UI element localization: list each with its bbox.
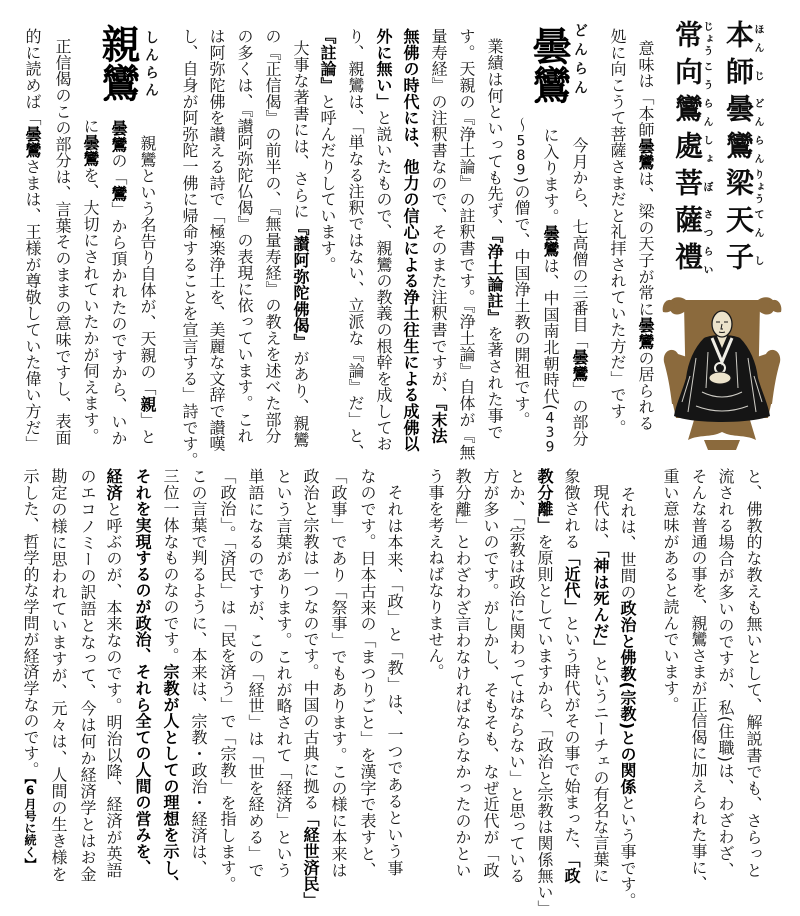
text-run: し、自身が阿弥陀一佛に帰命することを宣言する」詩です。 xyxy=(180,28,199,469)
text-run: 今月から、七高僧の三番目「 xyxy=(570,137,589,349)
verse-kanji: 子 xyxy=(722,242,755,279)
text-run: 教分離」とわざわざ言わなければならなかったのかとい xyxy=(453,468,472,878)
text-run: )の僧で、中国浄土教の開祖です。 xyxy=(512,176,531,428)
text-column xyxy=(591,484,610,884)
verse-furigana: てん xyxy=(752,205,763,242)
verse-kanji: 師 xyxy=(722,57,755,94)
text-column xyxy=(207,28,226,452)
verse-kanji: 薩 xyxy=(671,205,704,242)
text-run: 三位一体なものなのです。 xyxy=(161,468,180,664)
verse-kanji: 菩 xyxy=(671,168,704,205)
emphasis-run: 経済 xyxy=(104,468,123,501)
text-run: とか、「宗教は政治に関わってはならない」と思っている xyxy=(507,468,526,884)
text-column xyxy=(401,28,420,452)
emphasis-run: 曇鸞 xyxy=(23,125,42,159)
monk-on-chair-icon xyxy=(662,292,784,454)
verse-char xyxy=(722,94,763,131)
verse-furigana: し xyxy=(752,242,763,279)
text-run: という言葉があります。これが略されて「経済」という xyxy=(274,468,293,878)
emphasis-run: 曇鸞 xyxy=(541,224,560,258)
text-column xyxy=(263,28,282,444)
text-run: の居られる xyxy=(636,349,655,432)
text-column xyxy=(330,468,346,878)
text-run: を、大切にされていたかが伺えます。 xyxy=(81,166,100,445)
emphasis-run: 政治と佛教(宗教)との関係 xyxy=(618,600,637,795)
text-run: に xyxy=(81,118,100,135)
text-run: 」から頂かれたのですから、いか xyxy=(109,201,128,447)
text-run: り、親鸞は、「単なる注釈ではない、立派な『論』だ」と、 xyxy=(346,28,365,461)
text-column xyxy=(218,468,237,893)
verse-char xyxy=(671,168,712,205)
text-column xyxy=(513,117,529,428)
text-column xyxy=(689,468,708,892)
continued-next-issue-note: 【6月号に続く】 xyxy=(23,777,37,870)
verse-line-1 xyxy=(723,20,763,279)
text-column xyxy=(541,127,560,455)
text-run: 方が多いのです。がしかし、そもそも、なぜ近代が「政 xyxy=(481,468,500,878)
emphasis-run: 親 xyxy=(138,395,157,413)
text-run: 流される場合が多いのですが、私(住職)は、わざわざ、 xyxy=(716,468,735,878)
emphasis-run: 「政 xyxy=(562,859,581,884)
text-run: 」の部分 xyxy=(570,381,589,447)
text-run: と、佛教的な教えも無いとして、解説書でも、さらっと xyxy=(744,468,763,878)
verse-furigana: らん xyxy=(752,131,763,168)
emphasis-run: 『浄土論註』 xyxy=(485,234,504,326)
heading-reading: しんらん xyxy=(143,30,159,100)
text-run: があり、親鸞 xyxy=(291,349,310,448)
monk-portrait-illustration xyxy=(662,292,784,454)
text-run: この言葉で判るように、本来は、宗教・政治・経済は、 xyxy=(189,468,208,876)
text-run: のエコノミーの訳語となって、今は何か経済学とはお金 xyxy=(78,468,97,882)
verse-char xyxy=(671,205,712,242)
hands-shape xyxy=(709,372,731,384)
text-column xyxy=(53,38,72,446)
text-run: の『正信偈』の前半の、『無量寿経』の教えを述べた部分 xyxy=(263,28,282,444)
text-run: す。天親の『浄土論』の註釈書です。『浄土論』自体が『無 xyxy=(457,28,476,461)
text-run: を著された事で xyxy=(485,325,504,440)
text-column xyxy=(374,28,393,452)
text-column xyxy=(386,484,402,876)
text-run: 」と xyxy=(138,412,157,445)
verse-kanji: 常 xyxy=(671,20,704,57)
text-run: 処に向こうて菩薩さまだと礼拝されていた方だ」です。 xyxy=(608,28,627,436)
verse-furigana: ぼ xyxy=(701,168,712,205)
text-run: と呼ぶのが、本来なのです。明治以降、経済が英語 xyxy=(104,500,123,878)
emphasis-run: 曇鸞 xyxy=(109,120,128,153)
text-run: 意味は「本師 xyxy=(636,40,655,138)
verse-kanji: 向 xyxy=(671,57,704,94)
text-column xyxy=(457,28,476,461)
text-column xyxy=(180,28,199,469)
text-column xyxy=(608,28,627,436)
text-run: なのです。日本古来の「まつりごと」を漢字で表すと、 xyxy=(358,468,377,878)
year-number: 439 xyxy=(542,410,558,455)
verse-kanji: 禮 xyxy=(671,242,704,279)
text-run: を原則としていますから、「政治と宗教は関係無い」 xyxy=(535,533,554,916)
text-run: という事です。 xyxy=(618,794,637,909)
text-column xyxy=(22,468,38,870)
text-run: 親鸞という名告り自体が、天親の「 xyxy=(138,135,157,396)
text-column xyxy=(105,468,121,878)
text-column xyxy=(138,135,157,445)
emphasis-run: 無佛の時代には、他力の信心による浄土往生による成佛以 xyxy=(401,28,420,452)
emphasis-run: 曇鸞 xyxy=(636,317,655,350)
verse-furigana: さつ xyxy=(701,205,712,242)
text-run: それは本来、「政」と「教」は、一つであるという事 xyxy=(385,484,404,876)
emphasis-run: 宗教が人としての理想を示し、 xyxy=(161,663,180,892)
text-column xyxy=(291,40,310,448)
verse-furigana: りょう xyxy=(752,168,763,205)
year-number: 589 xyxy=(513,133,529,177)
verse-furigana: どん xyxy=(752,94,763,131)
text-run: う事を考えねばなりません。 xyxy=(426,468,445,680)
text-run: の「 xyxy=(109,152,128,186)
emphasis-run: 「神は死んだ」 xyxy=(591,549,610,656)
text-run: の多くは、『讃阿弥陀仏偈』の表現に依っています。これ xyxy=(235,28,254,444)
text-column xyxy=(359,468,375,878)
verse-kanji: 梁 xyxy=(722,168,755,205)
verse-furigana: じ xyxy=(752,57,763,94)
text-column xyxy=(662,468,678,713)
text-run: 重い意味があると読んでいます。 xyxy=(661,468,680,713)
text-column xyxy=(79,468,95,882)
emphasis-run: 教分離」 xyxy=(535,468,554,534)
emphasis-run: それを実現するのが政治、それら全ての人間の営みを、 xyxy=(133,468,152,876)
text-run: 「政事」であり「祭事」でもあります。この様に本来は xyxy=(329,468,348,878)
text-column xyxy=(636,40,655,432)
verse-kanji: 鸞 xyxy=(722,131,755,168)
verse-char xyxy=(722,168,763,205)
verse-char xyxy=(722,205,763,242)
text-run: 的に読めば「 xyxy=(23,28,42,126)
text-column xyxy=(745,468,761,878)
verse-char xyxy=(671,131,712,168)
text-run: ～ xyxy=(512,117,531,134)
verse-furigana: らい xyxy=(701,242,712,279)
text-column xyxy=(717,468,733,878)
emphasis-run: 曇鸞 xyxy=(570,348,589,382)
text-run: と説いたもので、親鸞の教義の根幹を成してお xyxy=(374,109,393,452)
text-column xyxy=(427,468,443,680)
text-column xyxy=(482,468,498,878)
text-column xyxy=(319,28,335,273)
emphasis-run: 「経世済民」 xyxy=(301,810,320,909)
text-column xyxy=(133,468,152,876)
heading-reading: どんらん xyxy=(572,23,588,99)
verse-char xyxy=(722,242,763,279)
verse-char xyxy=(722,131,763,168)
verse-kanji: 曇 xyxy=(722,94,755,131)
section-heading: 親鸞 xyxy=(95,24,140,102)
verse-kanji: 本 xyxy=(722,20,755,57)
emphasis-run: 曇鸞 xyxy=(636,137,655,171)
verse-furigana: じょう xyxy=(701,20,712,57)
text-column xyxy=(23,28,42,452)
text-run: それは、世間の xyxy=(618,486,637,601)
text-column xyxy=(161,468,180,892)
text-run: 現代は、 xyxy=(591,484,610,550)
text-run: は阿弥陀佛を讃える詩で「極楽浄土を、美麗な文辞で讃嘆 xyxy=(207,28,226,452)
verse-char xyxy=(722,20,763,57)
text-run: 勘定の様に思われていますが、元々は、人間の生き様を xyxy=(49,468,68,882)
text-column xyxy=(454,468,470,878)
text-column xyxy=(562,468,581,884)
verse-kanji: 鸞 xyxy=(671,94,704,131)
emphasis-run: 『讃阿弥陀佛偈』 xyxy=(291,219,310,350)
emphasis-run: 「近代」 xyxy=(562,549,581,615)
text-run: 示した、哲学的な学問が経済学なのです。 xyxy=(21,468,40,778)
section-heading: 曇鸞 xyxy=(526,26,571,104)
verse-char xyxy=(722,57,763,94)
text-run: に入ります。 xyxy=(541,127,560,225)
verse-char xyxy=(671,242,712,279)
text-run: 政治と宗教は一つなのです。中国の古典に拠る xyxy=(301,468,320,811)
text-run: と呼んだりしています。 xyxy=(318,93,337,273)
verse-kanji: 天 xyxy=(722,205,755,242)
emphasis-run: 『註論』 xyxy=(318,28,337,94)
text-column xyxy=(247,468,263,878)
verse-char xyxy=(671,20,712,57)
text-column xyxy=(50,468,66,882)
text-column xyxy=(507,468,526,884)
verse-line-2 xyxy=(672,20,712,279)
text-column xyxy=(618,486,637,909)
emphasis-run: 鸞 xyxy=(109,185,128,202)
verse-furigana: しょ xyxy=(701,131,712,168)
emphasis-run: 外に無い」 xyxy=(374,28,393,110)
text-run: 「政治」。「済民」は「民を済う」で「宗教」を指します。 xyxy=(218,468,237,893)
text-column xyxy=(429,28,448,444)
verse-furigana: ほん xyxy=(752,20,763,57)
text-run: 単語になるのですが、この「経世」は「世を経める」で xyxy=(246,468,265,878)
verse-kanji: 處 xyxy=(671,131,704,168)
text-column xyxy=(235,28,254,444)
verse-furigana: こう xyxy=(701,57,712,94)
text-run: そんな普通の事を、親鸞さまが正信偈に加えられた事に、 xyxy=(689,468,708,892)
text-run: というニーチェの有名な言葉に xyxy=(591,655,610,884)
emphasis-run: 曇鸞 xyxy=(81,134,100,167)
text-run: 業績は何といっても先ず、 xyxy=(485,38,504,235)
text-run: 大事な著書には、さらに xyxy=(291,40,310,220)
text-column xyxy=(109,120,128,447)
text-column xyxy=(486,38,502,440)
verse-char xyxy=(671,57,712,94)
text-column xyxy=(190,468,206,876)
text-run: は、梁の天子が常に xyxy=(636,170,655,318)
text-run: 象徴される xyxy=(562,468,581,550)
text-run: 正信偈のこの部分は、言葉そのままの意味ですし、表面 xyxy=(53,38,72,446)
text-run: は、中国南北朝時代( xyxy=(541,257,560,411)
text-column xyxy=(275,468,291,878)
text-run: 量寿経』の注釈書なので、そのまた注釈書ですが、 xyxy=(429,28,448,403)
text-column xyxy=(81,118,100,445)
text-run: さまは、王様が尊敬していた偉い方だ」 xyxy=(23,158,42,452)
text-column xyxy=(570,137,589,447)
verse-char xyxy=(671,94,712,131)
emphasis-run: 『末法 xyxy=(429,402,448,444)
text-column xyxy=(535,468,554,916)
text-run: という時代がその事で始まった、 xyxy=(562,614,581,860)
verse-furigana: らん xyxy=(701,94,712,131)
text-column xyxy=(346,28,365,461)
text-column xyxy=(301,468,320,909)
